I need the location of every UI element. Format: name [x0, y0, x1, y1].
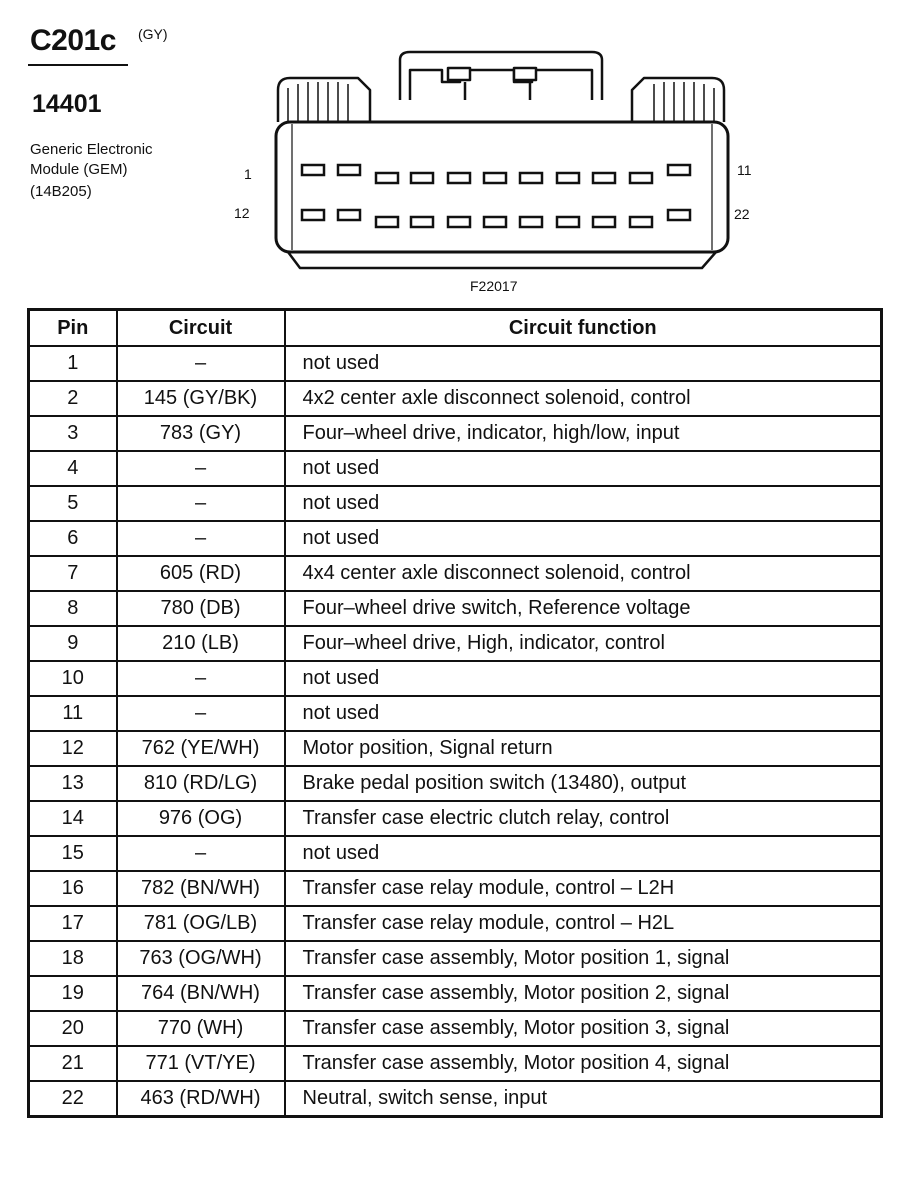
- table-row: [29, 871, 882, 906]
- circuit-cell: 605 (RD): [117, 556, 285, 591]
- function-cell: Four–wheel drive, High, indicator, control: [285, 626, 882, 661]
- table-row: [29, 591, 882, 626]
- function-cell: Four–wheel drive, indicator, high/low, input: [285, 416, 882, 451]
- pin-cell: 9: [29, 626, 117, 661]
- table-row: [29, 696, 882, 731]
- table-row: [29, 836, 882, 871]
- function-cell: not used: [285, 521, 882, 556]
- circuit-cell: –: [117, 661, 285, 696]
- circuit-cell: 764 (BN/WH): [117, 976, 285, 1011]
- circuit-cell: 770 (WH): [117, 1011, 285, 1046]
- circuit-cell: 463 (RD/WH): [117, 1081, 285, 1117]
- function-cell: Transfer case assembly, Motor position 4, signal: [285, 1046, 882, 1081]
- circuit-cell: 780 (DB): [117, 591, 285, 626]
- header-function: Circuit function: [285, 310, 882, 347]
- function-cell: Transfer case assembly, Motor position 3, signal: [285, 1011, 882, 1046]
- function-cell: not used: [285, 661, 882, 696]
- part-number: 14401: [32, 90, 102, 118]
- table-row: [29, 1046, 882, 1081]
- pin-cavities: [302, 165, 690, 227]
- pin-cell: 1: [29, 346, 117, 381]
- pin-cell: 13: [29, 766, 117, 801]
- circuit-cell: –: [117, 696, 285, 731]
- circuit-cell: 763 (OG/WH): [117, 941, 285, 976]
- table-row: [29, 346, 882, 381]
- pin-cell: 10: [29, 661, 117, 696]
- circuit-cell: 771 (VT/YE): [117, 1046, 285, 1081]
- pin-cell: 5: [29, 486, 117, 521]
- header-circuit: Circuit: [117, 310, 285, 347]
- table-row: [29, 801, 882, 836]
- table-body: [29, 346, 882, 1117]
- circuit-cell: –: [117, 346, 285, 381]
- table-row: [29, 486, 882, 521]
- table-row: [29, 416, 882, 451]
- pin-cell: 19: [29, 976, 117, 1011]
- function-cell: not used: [285, 696, 882, 731]
- pinout-table: [27, 308, 883, 1118]
- circuit-cell: 210 (LB): [117, 626, 285, 661]
- table-row: [29, 906, 882, 941]
- table-row: [29, 661, 882, 696]
- circuit-cell: 810 (RD/LG): [117, 766, 285, 801]
- pin-cell: 14: [29, 801, 117, 836]
- pin-label-bottom-right: 22: [734, 206, 750, 222]
- function-cell: not used: [285, 451, 882, 486]
- function-cell: Neutral, switch sense, input: [285, 1081, 882, 1117]
- pin-label-top-left: 1: [244, 166, 252, 182]
- pin-cell: 3: [29, 416, 117, 451]
- circuit-cell: –: [117, 486, 285, 521]
- pin-cell: 18: [29, 941, 117, 976]
- function-cell: Brake pedal position switch (13480), output: [285, 766, 882, 801]
- pin-label-top-right: 11: [737, 162, 752, 178]
- table-row: [29, 731, 882, 766]
- circuit-cell: 783 (GY): [117, 416, 285, 451]
- function-cell: Motor position, Signal return: [285, 731, 882, 766]
- pin-cell: 16: [29, 871, 117, 906]
- pin-cell: 11: [29, 696, 117, 731]
- pin-cell: 17: [29, 906, 117, 941]
- figure-code: F22017: [470, 278, 518, 294]
- description-line-1: Generic Electronic: [30, 141, 153, 158]
- circuit-cell: 781 (OG/LB): [117, 906, 285, 941]
- function-cell: Transfer case relay module, control – L2H: [285, 871, 882, 906]
- pin-cell: 4: [29, 451, 117, 486]
- connector-id: C201c: [30, 24, 116, 57]
- table-header-row: [29, 310, 882, 347]
- function-cell: 4x4 center axle disconnect solenoid, control: [285, 556, 882, 591]
- pin-cell: 6: [29, 521, 117, 556]
- table-row: [29, 766, 882, 801]
- function-cell: Four–wheel drive switch, Reference voltage: [285, 591, 882, 626]
- function-cell: not used: [285, 836, 882, 871]
- table-row: [29, 976, 882, 1011]
- connector-face-diagram: [270, 40, 732, 272]
- function-cell: Transfer case electric clutch relay, control: [285, 801, 882, 836]
- pin-cell: 8: [29, 591, 117, 626]
- title-underline: [28, 64, 128, 66]
- table-row: [29, 381, 882, 416]
- circuit-cell: –: [117, 521, 285, 556]
- circuit-cell: 976 (OG): [117, 801, 285, 836]
- table-row: [29, 521, 882, 556]
- pin-cell: 22: [29, 1081, 117, 1117]
- color-code: (GY): [138, 26, 168, 42]
- circuit-cell: 762 (YE/WH): [117, 731, 285, 766]
- pin-cell: 2: [29, 381, 117, 416]
- circuit-cell: 145 (GY/BK): [117, 381, 285, 416]
- table-row: [29, 626, 882, 661]
- circuit-cell: –: [117, 836, 285, 871]
- pin-label-bottom-left: 12: [234, 205, 250, 221]
- circuit-cell: 782 (BN/WH): [117, 871, 285, 906]
- pin-cell: 21: [29, 1046, 117, 1081]
- description-line-3: (14B205): [30, 183, 92, 200]
- pin-cell: 15: [29, 836, 117, 871]
- table-row: [29, 451, 882, 486]
- pin-cell: 20: [29, 1011, 117, 1046]
- function-cell: Transfer case relay module, control – H2L: [285, 906, 882, 941]
- table-row: [29, 556, 882, 591]
- function-cell: Transfer case assembly, Motor position 2, signal: [285, 976, 882, 1011]
- table-row: [29, 941, 882, 976]
- pin-cell: 7: [29, 556, 117, 591]
- function-cell: not used: [285, 486, 882, 521]
- table-row: [29, 1081, 882, 1117]
- function-cell: Transfer case assembly, Motor position 1, signal: [285, 941, 882, 976]
- circuit-cell: –: [117, 451, 285, 486]
- function-cell: not used: [285, 346, 882, 381]
- header-pin: Pin: [29, 310, 117, 347]
- function-cell: 4x2 center axle disconnect solenoid, control: [285, 381, 882, 416]
- description-line-2: Module (GEM): [30, 161, 128, 178]
- pin-cell: 12: [29, 731, 117, 766]
- table-row: [29, 1011, 882, 1046]
